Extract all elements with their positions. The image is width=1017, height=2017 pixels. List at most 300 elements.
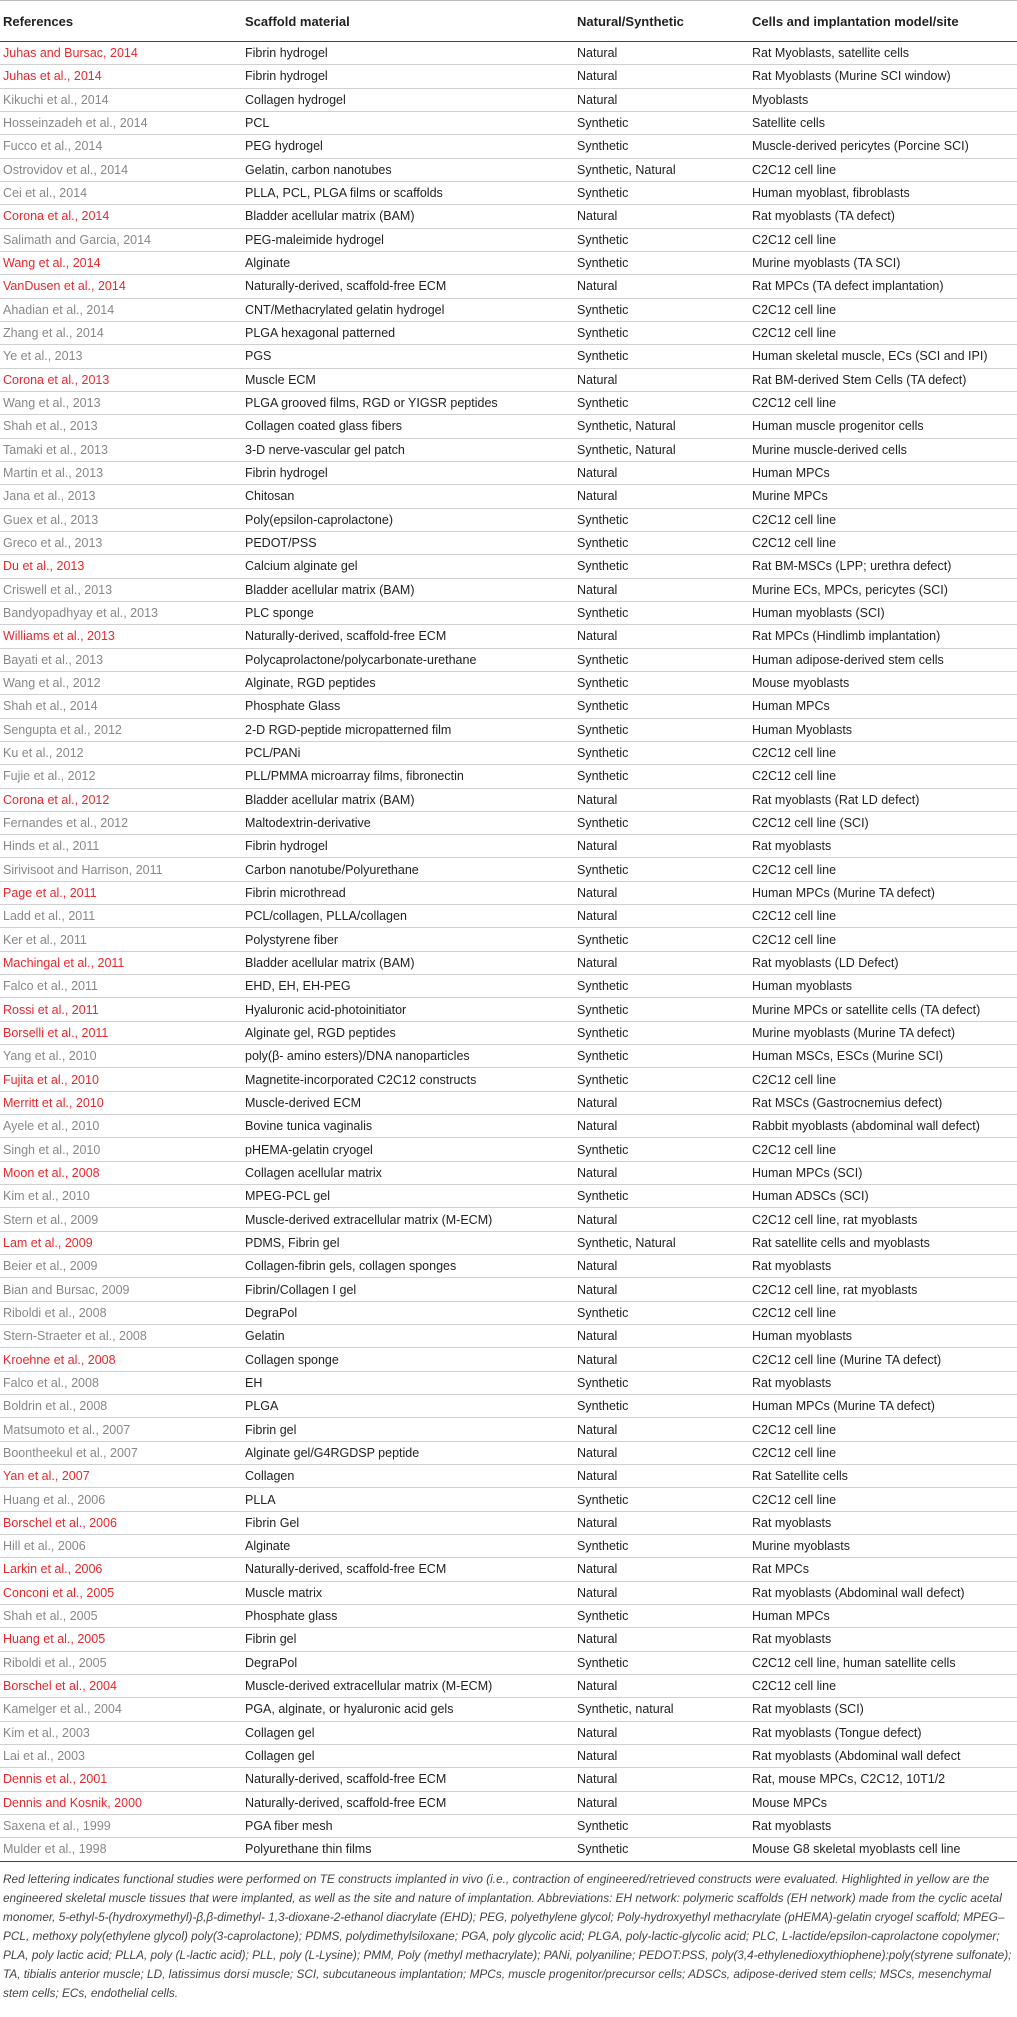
natural-synthetic-cell: Synthetic — [577, 932, 629, 947]
table-row — [0, 1255, 1017, 1278]
scaffold-material-cell: Gelatin — [245, 1329, 285, 1344]
header-cells-model-site: Cells and implantation model/site — [752, 1, 1017, 42]
natural-synthetic-cell: Synthetic — [577, 606, 629, 621]
reference-cell: Singh et al., 2010 — [3, 1142, 101, 1157]
reference-cell: Ostrovidov et al., 2014 — [3, 162, 129, 177]
table-row — [0, 1161, 1017, 1184]
cells-model-site-cell: Murine MPCs — [752, 489, 828, 504]
natural-synthetic-cell: Synthetic — [577, 116, 629, 131]
table-row — [0, 648, 1017, 671]
cells-model-site-cell: Myoblasts — [752, 92, 809, 107]
table-row — [0, 1558, 1017, 1581]
table-row — [0, 1768, 1017, 1791]
scaffold-material-cell: Collagen gel — [245, 1725, 315, 1740]
scaffold-material-cell: Collagen-fibrin gels, collagen sponges — [245, 1259, 457, 1274]
cells-model-site-cell: Mouse G8 skeletal myoblasts cell line — [752, 1842, 961, 1857]
table-body — [0, 42, 1017, 1862]
natural-synthetic-cell: Synthetic — [577, 1072, 629, 1087]
reference-cell: Borselli et al., 2011 — [3, 1025, 109, 1040]
scaffold-material-cell: Naturally-derived, scaffold-free ECM — [245, 1562, 447, 1577]
table-row — [0, 1325, 1017, 1348]
table-row — [0, 1045, 1017, 1068]
reference-cell: Mulder et al., 1998 — [3, 1842, 107, 1857]
reference-cell: Beier et al., 2009 — [3, 1259, 98, 1274]
reference-cell: Merritt et al., 2010 — [3, 1095, 104, 1110]
reference-cell: Hosseinzadeh et al., 2014 — [3, 116, 148, 131]
reference-cell: Wang et al., 2012 — [3, 676, 101, 691]
natural-synthetic-cell: Synthetic — [577, 652, 629, 667]
scaffold-material-cell: PLC sponge — [245, 606, 314, 621]
cells-model-site-cell: Rat myoblasts — [752, 1259, 832, 1274]
reference-cell: Riboldi et al., 2005 — [3, 1655, 107, 1670]
cells-model-site-cell: Rat myoblasts — [752, 1515, 832, 1530]
table-row — [0, 391, 1017, 414]
cells-model-site-cell: Rat myoblasts (TA defect) — [752, 209, 895, 224]
natural-synthetic-cell: Natural — [577, 1352, 618, 1367]
natural-synthetic-cell: Synthetic — [577, 1539, 629, 1554]
cells-model-site-cell: Rat, mouse MPCs, C2C12, 10T1/2 — [752, 1772, 946, 1787]
reference-cell: Martin et al., 2013 — [3, 466, 104, 481]
table-row — [0, 1395, 1017, 1418]
reference-cell: Guex et al., 2013 — [3, 512, 99, 527]
table-row — [0, 158, 1017, 181]
cells-model-site-cell: Human MPCs (Murine TA defect) — [752, 1399, 935, 1414]
table-row — [0, 1698, 1017, 1721]
cells-model-site-cell: Human MPCs — [752, 699, 830, 714]
scaffold-material-cell: Calcium alginate gel — [245, 559, 358, 574]
natural-synthetic-cell: Natural — [577, 1772, 618, 1787]
cells-model-site-cell: Human adipose-derived stem cells — [752, 652, 944, 667]
scaffold-material-cell: Naturally-derived, scaffold-free ECM — [245, 1772, 447, 1787]
reference-cell: Riboldi et al., 2008 — [3, 1305, 107, 1320]
scaffold-material-cell: Fibrin hydrogel — [245, 839, 328, 854]
reference-cell: Matsumoto et al., 2007 — [3, 1422, 131, 1437]
natural-synthetic-cell: Synthetic — [577, 862, 629, 877]
reference-cell: Saxena et al., 1999 — [3, 1819, 111, 1834]
table-row — [0, 1628, 1017, 1651]
natural-synthetic-cell: Natural — [577, 1445, 618, 1460]
natural-synthetic-cell: Natural — [577, 1212, 618, 1227]
cells-model-site-cell: C2C12 cell line — [752, 746, 837, 760]
cells-model-site-cell: Muscle-derived pericytes (Porcine SCI) — [752, 139, 969, 154]
scaffold-material-cell: DegraPol — [245, 1655, 298, 1670]
reference-cell: Borschel et al., 2004 — [3, 1679, 117, 1694]
table-row — [0, 788, 1017, 811]
table-row — [0, 1278, 1017, 1301]
table-row — [0, 438, 1017, 461]
reference-cell: Boldrin et al., 2008 — [3, 1399, 108, 1414]
table-row — [0, 1721, 1017, 1744]
table-row — [0, 1185, 1017, 1208]
reference-cell: Kim et al., 2010 — [3, 1189, 90, 1204]
natural-synthetic-cell: Synthetic — [577, 699, 629, 714]
table-row — [0, 111, 1017, 134]
cells-model-site-cell: Rat myoblasts — [752, 1632, 832, 1647]
scaffold-material-cell: Fibrin/Collagen I gel — [245, 1282, 357, 1297]
scaffold-material-cell: Collagen gel — [245, 1749, 315, 1764]
reference-cell: VanDusen et al., 2014 — [3, 279, 126, 294]
natural-synthetic-cell: Natural — [577, 1469, 618, 1484]
table-row — [0, 1651, 1017, 1674]
scaffold-material-cell: PCL/PANi — [245, 746, 301, 760]
scaffold-material-cell: PLGA — [245, 1399, 279, 1414]
scaffold-material-cell: Muscle-derived extracellular matrix (M-ECM) — [245, 1679, 493, 1694]
scaffold-material-cell: Muscle ECM — [245, 372, 316, 387]
reference-cell: Zhang et al., 2014 — [3, 326, 104, 341]
natural-synthetic-cell: Natural — [577, 1515, 618, 1530]
reference-cell: Corona et al., 2013 — [3, 372, 110, 387]
reference-cell: Cei et al., 2014 — [3, 186, 88, 201]
scaffold-material-cell: Poly(epsilon-caprolactone) — [245, 512, 393, 527]
table-row — [0, 1208, 1017, 1231]
scaffold-material-cell: CNT/Methacrylated gelatin hydrogel — [245, 302, 445, 317]
scaffold-material-cell: PLLA — [245, 1492, 276, 1507]
natural-synthetic-cell: Natural — [577, 1749, 618, 1764]
natural-synthetic-cell: Synthetic — [577, 139, 629, 154]
natural-synthetic-cell: Natural — [577, 955, 618, 970]
natural-synthetic-cell: Synthetic — [577, 1399, 629, 1414]
scaffold-material-cell: PGA fiber mesh — [245, 1819, 333, 1834]
reference-cell: Huang et al., 2005 — [3, 1632, 106, 1647]
cells-model-site-cell: Murine ECs, MPCs, pericytes (SCI) — [752, 582, 948, 597]
reference-cell: Ladd et al., 2011 — [3, 909, 96, 924]
reference-cell: Lai et al., 2003 — [3, 1749, 86, 1764]
reference-cell: Stern et al., 2009 — [3, 1212, 99, 1227]
reference-cell: Yang et al., 2010 — [3, 1049, 97, 1064]
reference-cell: Fujita et al., 2010 — [3, 1072, 99, 1087]
natural-synthetic-cell: Natural — [577, 1165, 618, 1180]
cells-model-site-cell: Murine MPCs or satellite cells (TA defect) — [752, 1002, 981, 1017]
table-row — [0, 1604, 1017, 1627]
scaffold-material-cell: Phosphate Glass — [245, 699, 341, 714]
natural-synthetic-cell: Natural — [577, 489, 618, 504]
natural-synthetic-cell: Synthetic — [577, 979, 629, 994]
natural-synthetic-cell: Synthetic — [577, 559, 629, 574]
table-row — [0, 251, 1017, 274]
header-scaffold-material: Scaffold material — [245, 1, 577, 42]
natural-synthetic-cell: Natural — [577, 839, 618, 854]
natural-synthetic-cell: Synthetic — [577, 1842, 629, 1857]
cells-model-site-cell: C2C12 cell line — [752, 232, 837, 247]
table-row — [0, 765, 1017, 788]
scaffold-material-cell: PEG-maleimide hydrogel — [245, 232, 384, 247]
cells-model-site-cell: C2C12 cell line — [752, 536, 837, 551]
natural-synthetic-cell: Synthetic — [577, 349, 629, 364]
table-row — [0, 671, 1017, 694]
cells-model-site-cell: Human myoblasts — [752, 979, 853, 994]
natural-synthetic-cell: Natural — [577, 1632, 618, 1647]
natural-synthetic-cell: Natural — [577, 1095, 618, 1110]
scaffold-material-cell: Collagen hydrogel — [245, 92, 346, 107]
natural-synthetic-cell: Natural — [577, 279, 618, 294]
scaffold-material-cell: 2-D RGD-peptide micropatterned film — [245, 722, 452, 737]
table-row — [0, 461, 1017, 484]
reference-cell: Kamelger et al., 2004 — [3, 1702, 122, 1717]
cells-model-site-cell: C2C12 cell line (Murine TA defect) — [752, 1352, 942, 1367]
scaffold-material-cell: Collagen coated glass fibers — [245, 419, 403, 434]
natural-synthetic-cell: Natural — [577, 909, 618, 924]
cells-model-site-cell: C2C12 cell line — [752, 932, 837, 947]
table-row — [0, 1115, 1017, 1138]
cells-model-site-cell: C2C12 cell line — [752, 769, 837, 784]
table-row — [0, 135, 1017, 158]
table-row — [0, 718, 1017, 741]
natural-synthetic-cell: Natural — [577, 1119, 618, 1134]
table-row — [0, 228, 1017, 251]
scaffold-material-cell: Naturally-derived, scaffold-free ECM — [245, 629, 447, 644]
reference-cell: Jana et al., 2013 — [3, 489, 96, 504]
cells-model-site-cell: Rat Satellite cells — [752, 1469, 848, 1484]
table-row — [0, 881, 1017, 904]
table-row — [0, 1791, 1017, 1814]
scaffold-material-cell: Fibrin microthread — [245, 885, 346, 900]
scaffold-material-cell: Maltodextrin-derivative — [245, 815, 371, 830]
reference-cell: Bandyopadhyay et al., 2013 — [3, 606, 158, 621]
table-row — [0, 835, 1017, 858]
natural-synthetic-cell: Synthetic — [577, 1189, 629, 1204]
cells-model-site-cell: C2C12 cell line — [752, 909, 837, 924]
reference-cell: Ahadian et al., 2014 — [3, 302, 115, 317]
natural-synthetic-cell: Natural — [577, 92, 618, 107]
natural-synthetic-cell: Synthetic, Natural — [577, 442, 676, 457]
reference-cell: Larkin et al., 2006 — [3, 1562, 103, 1577]
natural-synthetic-cell: Synthetic — [577, 1049, 629, 1064]
table-row — [0, 1465, 1017, 1488]
scaffold-material-cell: Fibrin hydrogel — [245, 466, 328, 481]
table-row — [0, 181, 1017, 204]
reference-cell: Wang et al., 2014 — [3, 256, 101, 271]
cells-model-site-cell: C2C12 cell line — [752, 162, 837, 177]
natural-synthetic-cell: Synthetic — [577, 512, 629, 527]
cells-model-site-cell: Human MSCs, ESCs (Murine SCI) — [752, 1049, 944, 1064]
scaffold-material-cell: Naturally-derived, scaffold-free ECM — [245, 1795, 447, 1810]
table-row — [0, 1418, 1017, 1441]
scaffold-material-cell: EHD, EH, EH-PEG — [245, 979, 351, 994]
cells-model-site-cell: Human MPCs (SCI) — [752, 1165, 863, 1180]
table-row — [0, 625, 1017, 648]
cells-model-site-cell: C2C12 cell line — [752, 1422, 837, 1437]
natural-synthetic-cell: Natural — [577, 1679, 618, 1694]
table-row — [0, 1814, 1017, 1837]
table-row — [0, 975, 1017, 998]
scaffold-material-cell: Fibrin Gel — [245, 1515, 300, 1530]
scaffold-material-cell: Alginate gel, RGD peptides — [245, 1025, 396, 1040]
natural-synthetic-cell: Synthetic — [577, 722, 629, 737]
scaffold-material-cell: pHEMA-gelatin cryogel — [245, 1142, 373, 1157]
cells-model-site-cell: C2C12 cell line — [752, 396, 837, 411]
reference-cell: Machingal et al., 2011 — [3, 955, 125, 970]
scaffold-material-cell: Alginate, RGD peptides — [245, 676, 376, 691]
table-header — [0, 1, 1017, 42]
scaffold-material-cell: Muscle-derived extracellular matrix (M-ECM) — [245, 1212, 493, 1227]
reference-cell: Salimath and Garcia, 2014 — [3, 232, 152, 247]
header-references: References — [0, 1, 245, 42]
scaffold-material-cell: PLGA hexagonal patterned — [245, 326, 396, 341]
reference-cell: Page et al., 2011 — [3, 885, 97, 900]
table-row — [0, 485, 1017, 508]
natural-synthetic-cell: Natural — [577, 1795, 618, 1810]
reference-cell: Sirivisoot and Harrison, 2011 — [3, 862, 163, 877]
table-row — [0, 1838, 1017, 1861]
table-row — [0, 858, 1017, 881]
reference-cell: Ker et al., 2011 — [3, 932, 87, 947]
table-row — [0, 695, 1017, 718]
scaffold-material-cell: Bladder acellular matrix (BAM) — [245, 955, 415, 970]
reference-cell: Kikuchi et al., 2014 — [3, 92, 109, 107]
cells-model-site-cell: Murine myoblasts (TA SCI) — [752, 256, 901, 271]
table-row — [0, 1535, 1017, 1558]
cells-model-site-cell: Human MPCs — [752, 1609, 830, 1624]
scaffold-material-cell: Carbon nanotube/Polyurethane — [245, 862, 419, 877]
table-row — [0, 368, 1017, 391]
cells-model-site-cell: C2C12 cell line — [752, 512, 837, 527]
cells-model-site-cell: Murine myoblasts (Murine TA defect) — [752, 1025, 956, 1040]
natural-synthetic-cell: Synthetic — [577, 1819, 629, 1834]
table-row — [0, 275, 1017, 298]
scaffold-material-cell: PLLA, PCL, PLGA films or scaffolds — [245, 186, 443, 201]
cells-model-site-cell: C2C12 cell line — [752, 862, 837, 877]
reference-cell: Tamaki et al., 2013 — [3, 442, 108, 457]
table-row — [0, 555, 1017, 578]
reference-cell: Ayele et al., 2010 — [3, 1119, 100, 1134]
cells-model-site-cell: Rat myoblasts (Abdominal wall defect — [752, 1749, 961, 1764]
cells-model-site-cell: C2C12 cell line (SCI) — [752, 815, 869, 830]
natural-synthetic-cell: Synthetic, natural — [577, 1702, 674, 1717]
scaffold-material-cell: Polyurethane thin films — [245, 1842, 372, 1857]
scaffold-material-cell: Chitosan — [245, 489, 295, 504]
reference-cell: Greco et al., 2013 — [3, 536, 103, 551]
natural-synthetic-cell: Natural — [577, 1282, 618, 1297]
reference-cell: Ye et al., 2013 — [3, 349, 83, 364]
scaffold-material-cell: Fibrin gel — [245, 1422, 297, 1437]
reference-cell: Boontheekul et al., 2007 — [3, 1445, 138, 1460]
table-row — [0, 1348, 1017, 1371]
cells-model-site-cell: Rat Myoblasts, satellite cells — [752, 46, 910, 61]
scaffold-material-cell: PEDOT/PSS — [245, 536, 317, 551]
cells-model-site-cell: Rat BM-MSCs (LPP; urethra defect) — [752, 559, 952, 574]
cells-model-site-cell: Rat myoblasts — [752, 1375, 832, 1390]
scaffold-material-cell: Fibrin hydrogel — [245, 46, 328, 61]
reference-cell: Sengupta et al., 2012 — [3, 722, 122, 737]
reference-cell: Juhas and Bursac, 2014 — [3, 46, 138, 61]
scaffold-material-cell: Muscle-derived ECM — [245, 1095, 362, 1110]
table-row — [0, 1301, 1017, 1324]
natural-synthetic-cell: Synthetic — [577, 232, 629, 247]
natural-synthetic-cell: Natural — [577, 1585, 618, 1600]
reference-cell: Kroehne et al., 2008 — [3, 1352, 116, 1367]
cells-model-site-cell: C2C12 cell line, human satellite cells — [752, 1655, 956, 1670]
reference-cell: Hinds et al., 2011 — [3, 839, 100, 854]
scaffold-material-cell: Fibrin hydrogel — [245, 69, 328, 84]
cells-model-site-cell: C2C12 cell line — [752, 1492, 837, 1507]
natural-synthetic-cell: Synthetic — [577, 769, 629, 784]
table-row — [0, 1091, 1017, 1114]
scaffold-material-cell: Polycaprolactone/polycarbonate-urethane — [245, 652, 477, 667]
scaffold-material-cell: Naturally-derived, scaffold-free ECM — [245, 279, 447, 294]
cells-model-site-cell: C2C12 cell line — [752, 1142, 837, 1157]
scaffold-material-cell: Hyaluronic acid-photoinitiator — [245, 1002, 407, 1017]
reference-cell: Shah et al., 2013 — [3, 419, 98, 434]
cells-model-site-cell: Human ADSCs (SCI) — [752, 1189, 869, 1204]
scaffold-material-cell: PLGA grooved films, RGD or YIGSR peptides — [245, 396, 498, 411]
reference-cell: Kim et al., 2003 — [3, 1725, 90, 1740]
natural-synthetic-cell: Synthetic — [577, 256, 629, 271]
reference-cell: Du et al., 2013 — [3, 559, 85, 574]
table-row — [0, 905, 1017, 928]
cells-model-site-cell: Human myoblasts (SCI) — [752, 606, 885, 621]
table-row — [0, 1231, 1017, 1254]
reference-cell: Fernandes et al., 2012 — [3, 815, 129, 830]
table-row — [0, 951, 1017, 974]
natural-synthetic-cell: Synthetic — [577, 1002, 629, 1017]
cells-model-site-cell: Rabbit myoblasts (abdominal wall defect) — [752, 1119, 980, 1134]
cells-model-site-cell: C2C12 cell line, rat myoblasts — [752, 1282, 918, 1297]
natural-synthetic-cell: Synthetic, Natural — [577, 162, 676, 177]
natural-synthetic-cell: Synthetic — [577, 746, 629, 760]
cells-model-site-cell: Human MPCs (Murine TA defect) — [752, 885, 935, 900]
cells-model-site-cell: Rat Myoblasts (Murine SCI window) — [752, 69, 951, 84]
cells-model-site-cell: C2C12 cell line — [752, 1445, 837, 1460]
scaffold-material-cell: Collagen sponge — [245, 1352, 339, 1367]
reference-cell: Juhas et al., 2014 — [3, 69, 102, 84]
table-row — [0, 1068, 1017, 1091]
table-row — [0, 321, 1017, 344]
natural-synthetic-cell: Natural — [577, 466, 618, 481]
natural-synthetic-cell: Synthetic — [577, 1305, 629, 1320]
cells-model-site-cell: C2C12 cell line — [752, 1679, 837, 1694]
table-row — [0, 1488, 1017, 1511]
scaffold-material-cell: PLL/PMMA microarray films, fibronectin — [245, 769, 464, 784]
cells-model-site-cell: Rat myoblasts (SCI) — [752, 1702, 864, 1717]
natural-synthetic-cell: Synthetic — [577, 815, 629, 830]
table-row — [0, 1138, 1017, 1161]
natural-synthetic-cell: Synthetic — [577, 1492, 629, 1507]
natural-synthetic-cell: Natural — [577, 582, 618, 597]
table-row — [0, 928, 1017, 951]
scaffold-material-cell: Alginate — [245, 256, 291, 271]
cells-model-site-cell: C2C12 cell line — [752, 326, 837, 341]
cells-model-site-cell: Rat myoblasts (LD Defect) — [752, 955, 899, 970]
cells-model-site-cell: Human MPCs — [752, 466, 830, 481]
table-row — [0, 1674, 1017, 1697]
natural-synthetic-cell: Natural — [577, 1259, 618, 1274]
scaffold-material-cell: Collagen acellular matrix — [245, 1165, 382, 1180]
natural-synthetic-cell: Natural — [577, 372, 618, 387]
reference-cell: Bayati et al., 2013 — [3, 652, 104, 667]
natural-synthetic-cell: Synthetic — [577, 676, 629, 691]
natural-synthetic-cell: Synthetic, Natural — [577, 419, 676, 434]
reference-cell: Conconi et al., 2005 — [3, 1585, 115, 1600]
scaffold-material-cell: Magnetite-incorporated C2C12 constructs — [245, 1072, 477, 1087]
table-row — [0, 1371, 1017, 1394]
table-row — [0, 531, 1017, 554]
natural-synthetic-cell: Natural — [577, 1422, 618, 1437]
reference-cell: Criswell et al., 2013 — [3, 582, 113, 597]
natural-synthetic-cell: Synthetic — [577, 1609, 629, 1624]
cells-model-site-cell: Rat myoblasts (Tongue defect) — [752, 1725, 922, 1740]
footnote-text: Red lettering indicates functional studies were performed on TE constructs implanted in vivo (i.e., contraction of engineered/retrieved constructs were evaluated. Highlighted in yellow are the engineered skeletal muscle tissues that were implanted, as well as the site and nature of implantation. Abbreviations: EH network: polymeric scaffolds (EH network) made from the cyclic acetal monomer, 5-ethyl-5-(hydroxymethyl)-β,β-dimethyl- 1,3-dioxane-2-ethanol diacrylate (EHD); PEG, polyethylene glycol; Poly-hydroxyethyl methacrylate (pHEMA)-gelatin cryogel scaffold; MPEG–PCL, methoxy poly(ethylene glycol) poly(3-caprolactone); PDMS, polydimethylsiloxane; PGA, poly glycolic acid; PLGA, poly-lactic-glycolic acid; PLC, L-lactide/epsilon-caprolactone copolymer; PLA, poly lactic acid; PLLA, poly (L-lactic acid); PLL, poly (L-Lysine); PMM, Poly (methyl methacrylate); PANi, polyaniline; PEDOT:PSS, poly(3,4-ethylenedioxythiophene):poly(styrene sulfonate); TA, tibialis anterior muscle; LD, latissimus dorsi muscle; SCI, subcutaneous implantation; MPCs, muscle progenitor/precursor cells; ADSCs, adipose-derived stem cells; MSCs, mesenchymal stem cells; ECs, endothelial cells. — [3, 1871, 1012, 2000]
cells-model-site-cell: Rat MPCs — [752, 1562, 809, 1577]
natural-synthetic-cell: Natural — [577, 792, 618, 807]
scaffold-material-cell: Bovine tunica vaginalis — [245, 1119, 373, 1134]
scaffold-material-cell: Alginate — [245, 1539, 291, 1554]
reference-cell: Bian and Bursac, 2009 — [3, 1282, 130, 1297]
natural-synthetic-cell: Synthetic — [577, 396, 629, 411]
scaffold-material-cell: Bladder acellular matrix (BAM) — [245, 209, 415, 224]
natural-synthetic-cell: Natural — [577, 46, 618, 61]
natural-synthetic-cell: Synthetic — [577, 1655, 629, 1670]
natural-synthetic-cell: Synthetic — [577, 1025, 629, 1040]
